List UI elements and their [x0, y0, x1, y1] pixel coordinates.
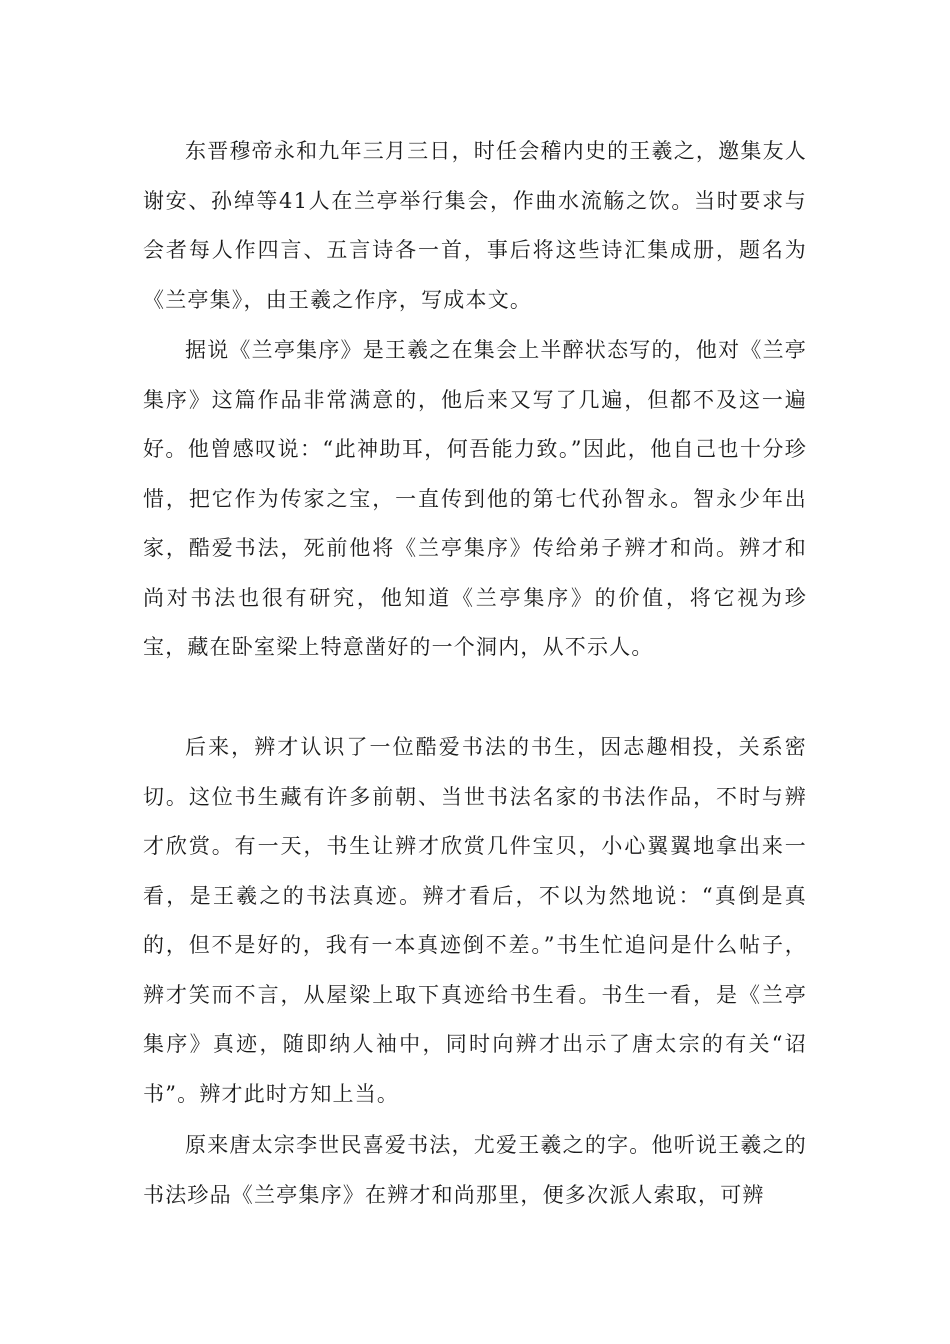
paragraph-3: 后来，辨才认识了一位酷爱书法的书生，因志趣相投，关系密切。这位书生藏有许多前朝、当世书法名家的书法作品，不时与辨才欣赏。有一天，书生让辨才欣赏几件宝贝，小心翼翼地拿出来一看，是王羲之的书法真迹。辨才看后，不以为然地说：“真倒是真的，但不是好的，我有一本真迹倒不差。”书生忙追问是什么帖子，辨才笑而不言，从屋梁上取下真迹给书生看。书生一看，是《兰亭集序》真迹，随即纳人袖中，同时向辨才出示了唐太宗的有关“诏书”。辨才此时方知上当。 [143, 735, 807, 1106]
paragraph-2: 据说《兰亭集序》是王羲之在集会上半醉状态写的，他对《兰亭集序》这篇作品非常满意的，他后来又写了几遍，但都不及这一遍好。他曾感叹说：“此神助耳，何吾能力致。”因此，他自己也十分珍惜，把它作为传家之宝，一直传到他的第七代孙智永。智永少年出家，酷爱书法，死前他将《兰亭集序》传给弟子辨才和尚。辨才和尚对书法也很有研究，他知道《兰亭集序》的价值，将它视为珍宝，藏在卧室梁上特意凿好的一个洞内，从不示人。 [143, 338, 807, 659]
paragraph-1: 东晋穆帝永和九年三月三日，时任会稽内史的王羲之，邀集友人谢安、孙绰等41人在兰亭举行集会，作曲水流觞之饮。当时要求与会者每人作四言、五言诗各一首，事后将这些诗汇集成册，题名为《兰亭集》，由王羲之作序，写成本文。 [143, 139, 807, 312]
paragraph-4: 原来唐太宗李世民喜爱书法，尤爱王羲之的字。他听说王羲之的书法珍品《兰亭集序》在辨才和尚那里，便多次派人索取，可辨 [143, 1133, 807, 1207]
